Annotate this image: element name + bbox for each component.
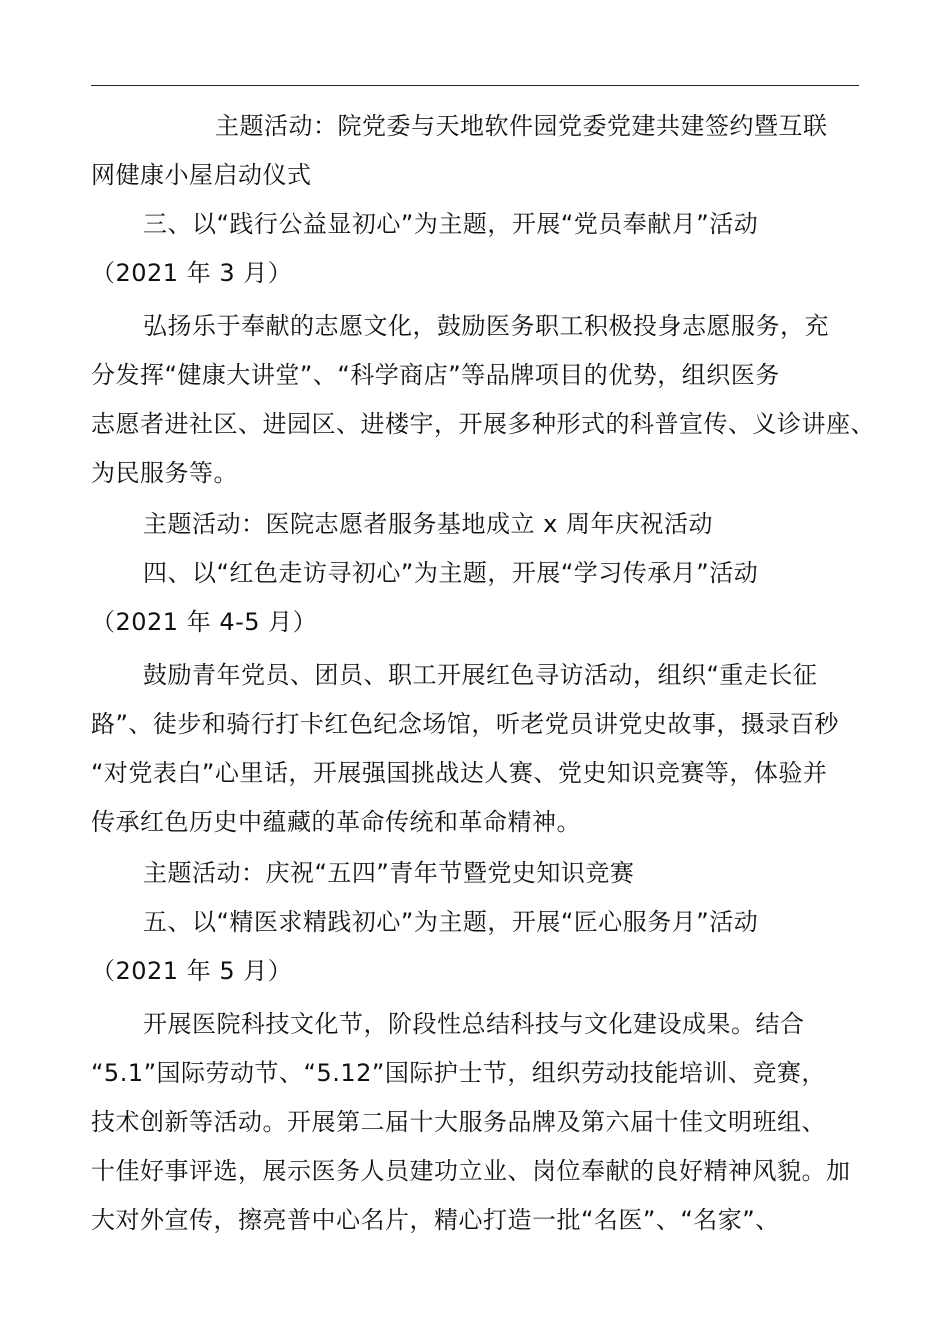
section-3-para-line-2: 分发挥“健康大讲堂”、“科学商店”等品牌项目的优势，组织医务 [91,361,780,389]
header-rule [91,85,859,86]
theme-activity-1-cont: 网健康小屋启动仪式 [91,161,312,189]
section-5-para-line-3: 技术创新等活动。开展第二届十大服务品牌及第六届十佳文明班组、 [91,1108,826,1136]
section-3-heading: 三、以“践行公益显初心”为主题，开展“党员奉献月”活动 [143,210,759,238]
section-5-para-line-4: 十佳好事评选，展示医务人员建功立业、岗位奉献的良好精神风貌。加 [91,1157,851,1185]
section-5-para-line-1: 开展医院科技文化节，阶段性总结科技与文化建设成果。结合 [143,1010,805,1038]
section-4-para-line-2: 路”、徒步和骑行打卡红色纪念场馆，听老党员讲党史故事，摄录百秒 [91,710,839,738]
section-3-date: （2021 年 3 月） [91,259,293,287]
section-4-heading: 四、以“红色走访寻初心”为主题，开展“学习传承月”活动 [143,559,759,587]
section-3-para-line-1: 弘扬乐于奉献的志愿文化，鼓励医务职工积极投身志愿服务，充 [143,312,829,340]
section-5-heading: 五、以“精医求精践初心”为主题，开展“匠心服务月”活动 [143,908,759,936]
section-3-para-line-4: 为民服务等。 [91,459,238,487]
section-4-para-line-3: “对党表白”心里话，开展强国挑战达人赛、党史知识竞赛等，体验并 [91,759,828,787]
section-4-para-line-1: 鼓励青年党员、团员、职工开展红色寻访活动，组织“重走长征 [143,661,818,689]
theme-activity-1: 主题活动：院党委与天地软件园党委党建共建签约暨互联 [215,112,828,140]
section-5-para-line-5: 大对外宣传，擦亮普中心名片，精心打造一批“名医”、“名家”、 [91,1206,780,1234]
section-3-para-line-3: 志愿者进社区、进园区、进楼宇，开展多种形式的科普宣传、义诊讲座、 [91,410,875,438]
section-5-date: （2021 年 5 月） [91,957,293,985]
theme-activity-2: 主题活动：医院志愿者服务基地成立 x 周年庆祝活动 [143,510,713,538]
section-4-para-line-4: 传承红色历史中蕴藏的革命传统和革命精神。 [91,808,581,836]
section-5-para-line-2: “5.1”国际劳动节、“5.12”国际护士节，组织劳动技能培训、竞赛， [91,1059,826,1087]
theme-activity-3: 主题活动：庆祝“五四”青年节暨党史知识竞赛 [143,859,635,887]
section-4-date: （2021 年 4-5 月） [91,608,318,636]
